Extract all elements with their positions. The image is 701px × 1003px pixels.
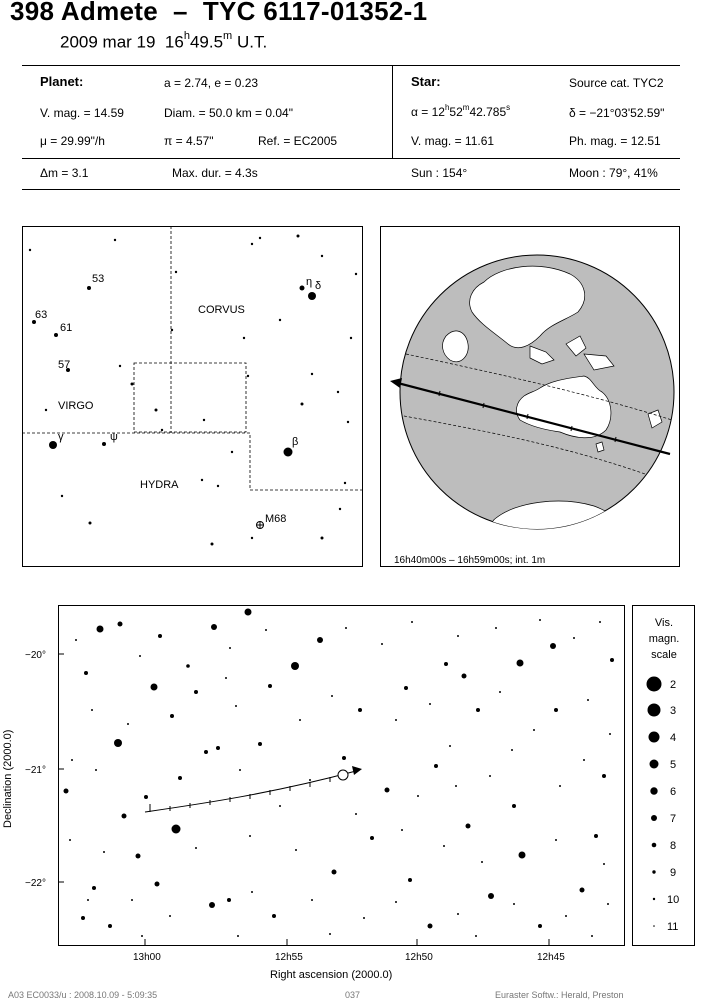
moon-info: Moon : 79°, 41% — [569, 166, 658, 180]
globe-chart — [380, 226, 681, 569]
star-label-beta: β — [292, 436, 299, 448]
legend-title-line1: Vis. — [654, 617, 674, 629]
star-heading: Star: — [411, 74, 441, 89]
info-top-rule — [22, 65, 680, 66]
m68-label: M68 — [265, 513, 287, 525]
star-label-psi: ψ — [110, 431, 118, 443]
legend-mag-7: 7 — [670, 813, 677, 825]
star-phmag: Ph. mag. = 12.51 — [569, 134, 661, 148]
star-label-63: 63 — [35, 309, 48, 321]
y-axis-label: Declination (2000.0) — [2, 729, 14, 828]
star-label-gamma: γ — [58, 431, 64, 443]
planet-heading: Planet: — [40, 74, 84, 89]
planet-motion: μ = 29.99"/h — [40, 134, 105, 148]
sun-elongation: Sun : 154° — [411, 166, 468, 180]
legend-mag-11: 11 — [667, 921, 679, 933]
legend-mag-9: 9 — [670, 867, 677, 879]
legend-mag-10: 10 — [667, 894, 680, 906]
legend-mag-4: 4 — [670, 732, 677, 744]
target-star-marker — [338, 770, 348, 780]
planet-vmag: V. mag. = 14.59 — [40, 106, 124, 120]
constellation-corvus: CORVUS — [198, 304, 245, 316]
legend-mag-8: 8 — [670, 840, 677, 852]
star-dec: δ = −21°03'52.59" — [569, 106, 665, 120]
x-tick-12h55: 12h55 — [275, 952, 303, 963]
footer-page-number: 037 — [345, 990, 361, 1000]
globe-time-range: 16h40m00s – 16h59m00s; int. 1m — [394, 555, 546, 566]
event-date: 2009 mar 19 — [60, 32, 156, 52]
legend-mag-2: 2 — [670, 679, 677, 691]
legend-mag-3: 3 — [670, 705, 677, 717]
info-bottom-rule — [22, 189, 680, 190]
event-hour: 16 — [164, 32, 184, 52]
event-timescale: U.T. — [236, 32, 268, 52]
x-axis-label: Right ascension (2000.0) — [270, 969, 393, 981]
constellation-hydra: HYDRA — [140, 479, 179, 491]
y-tick-minus20: −20° — [25, 650, 46, 661]
y-tick-minus21: −21° — [25, 765, 46, 776]
planet-diameter: Diam. = 50.0 km = 0.04" — [164, 106, 293, 120]
star-ra: $\alpha = 12^h52^m42.785^s$ — [411, 103, 511, 119]
page-title: 398 Admete – TYC 6117-01352-1 — [10, 0, 428, 26]
planet-parallax: π = 4.57" — [164, 134, 214, 148]
planet-reference: Ref. = EC2005 — [258, 134, 338, 148]
footer-left: A03 EC0033/u : 2008.10.09 - 5:09:35 — [8, 990, 158, 1000]
star-label-61: 61 — [60, 322, 73, 334]
star-label-delta: δ — [315, 280, 322, 292]
constellation-virgo: VIRGO — [58, 400, 94, 412]
m68-cluster-icon — [257, 522, 264, 529]
legend-mag-6: 6 — [670, 786, 677, 798]
star-label-57: 57 — [58, 359, 71, 371]
info-mid-rule — [22, 158, 680, 159]
event-datetime: 2009 mar 19 16$^h$49.5$^m$ U.T. — [60, 30, 268, 52]
info-divider — [392, 65, 393, 158]
legend-mag-5: 5 — [670, 759, 677, 771]
max-duration: Max. dur. = 4.3s — [172, 166, 258, 180]
star-label-eta: η — [306, 276, 313, 288]
y-tick-minus22: −22° — [25, 878, 46, 889]
finder-chart — [22, 226, 364, 569]
legend-title-line2: magn. — [648, 633, 680, 645]
star-chart — [0, 600, 701, 990]
x-tick-12h50: 12h50 — [405, 952, 433, 963]
star-label-53: 53 — [92, 273, 105, 285]
planet-orbit: a = 2.74, e = 0.23 — [164, 76, 259, 90]
star-vmag: V. mag. = 11.61 — [411, 134, 495, 148]
footer-software: Euraster Softw.: Herald, Preston — [495, 990, 624, 1000]
legend-title-line3: scale — [651, 649, 677, 661]
event-minute: 49.5 — [189, 32, 224, 52]
star-source: Source cat. TYC2 — [569, 76, 664, 90]
x-tick-12h45: 12h45 — [537, 952, 565, 963]
delta-mag: Δm = 3.1 — [40, 166, 89, 180]
x-tick-13h00: 13h00 — [133, 952, 161, 963]
